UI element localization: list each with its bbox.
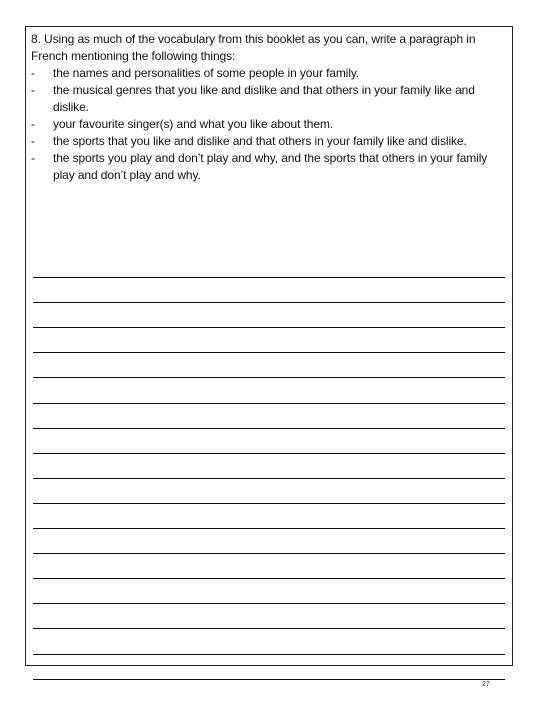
- task-prompt: 8. Using as much of the vocabulary from this booklet as you can, write a paragraph in French mentioning the following things:: [31, 32, 476, 63]
- bullet-text: the names and personalities of some people in your family.: [53, 66, 360, 80]
- bullet-text: your favourite singer(s) and what you like about them.: [53, 117, 334, 131]
- writing-line[interactable]: [33, 429, 505, 454]
- task-instructions: [31, 31, 507, 184]
- bullet-text: the sports you play and don’t play and why, and the sports that others in your family play and don’t play and why.: [53, 151, 488, 182]
- writing-line[interactable]: [33, 579, 505, 604]
- task-bullet-list: [31, 65, 507, 184]
- writing-line[interactable]: [33, 655, 505, 680]
- writing-line[interactable]: [33, 353, 505, 378]
- task-bullet-family: [31, 65, 507, 82]
- writing-line[interactable]: [33, 554, 505, 579]
- bullet-text: the sports that you like and dislike and that others in your family like and dislike.: [53, 134, 467, 148]
- bullet-text: the musical genres that you like and dislike and that others in your family like and dislike.: [53, 83, 475, 114]
- task-bullet-sports-played: [31, 150, 507, 184]
- writing-line[interactable]: [33, 479, 505, 504]
- bullet-dash: -: [31, 66, 35, 80]
- writing-line[interactable]: [33, 378, 505, 403]
- writing-line[interactable]: [33, 253, 505, 278]
- bullet-dash: -: [31, 117, 35, 131]
- writing-line[interactable]: [33, 328, 505, 353]
- writing-line[interactable]: [33, 504, 505, 529]
- bullet-dash: -: [31, 134, 35, 148]
- writing-line[interactable]: [33, 303, 505, 328]
- writing-line[interactable]: [33, 454, 505, 479]
- task-bullet-singer: [31, 116, 507, 133]
- bullet-dash: -: [31, 83, 35, 97]
- task-bullet-sports-likes: [31, 133, 507, 150]
- task-bullet-music: [31, 82, 507, 116]
- writing-line[interactable]: [33, 529, 505, 554]
- writing-lines[interactable]: [33, 253, 505, 680]
- writing-line[interactable]: [33, 404, 505, 429]
- page-number: 27: [482, 681, 490, 688]
- writing-line[interactable]: [33, 604, 505, 629]
- bullet-dash: -: [31, 151, 35, 165]
- writing-line[interactable]: [33, 629, 505, 654]
- writing-line[interactable]: [33, 278, 505, 303]
- worksheet-box: [25, 26, 513, 666]
